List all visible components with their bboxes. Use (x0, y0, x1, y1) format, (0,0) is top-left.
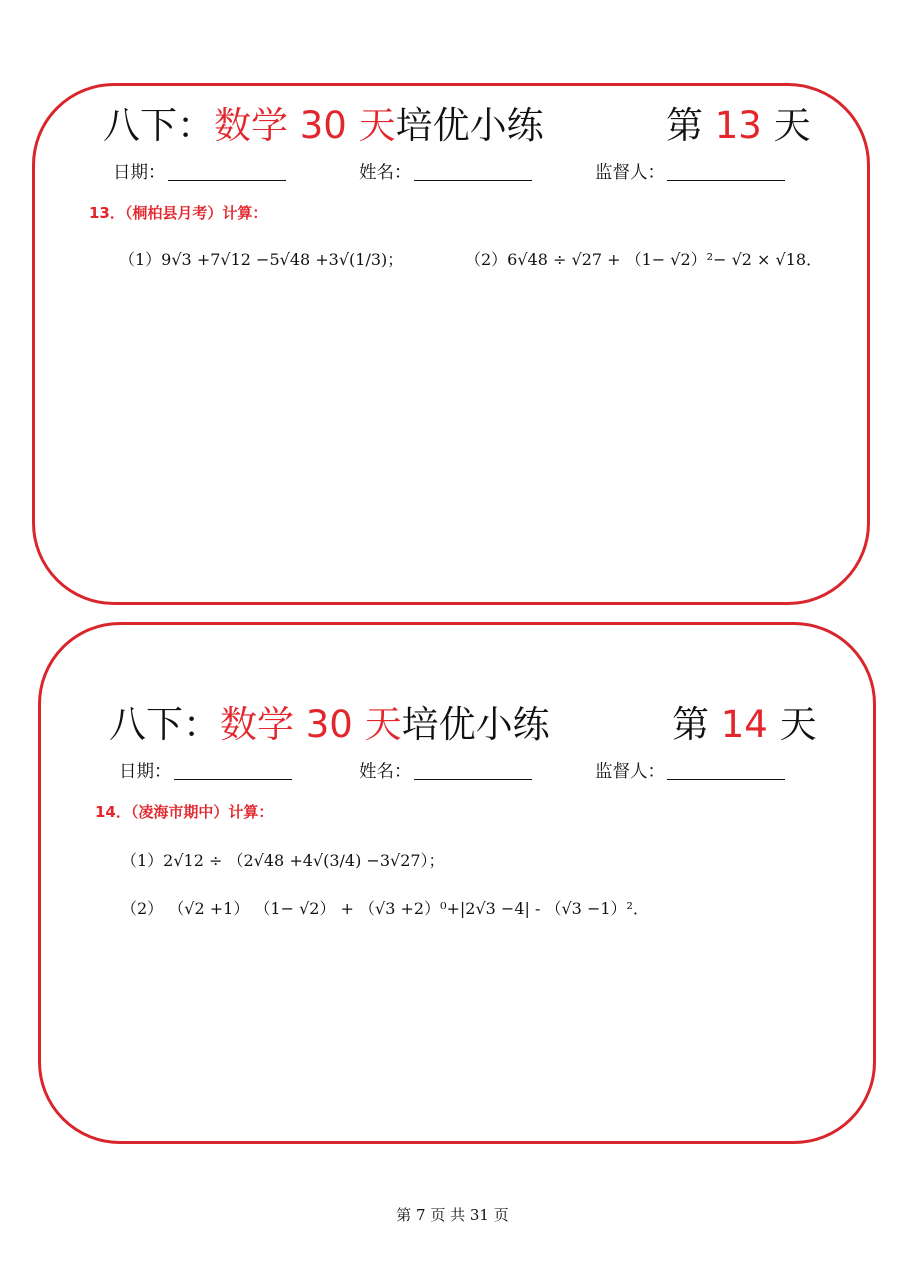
day-label (666, 96, 811, 156)
supervisor-blank[interactable] (667, 779, 785, 780)
date-blank[interactable] (168, 180, 286, 181)
name-field (359, 158, 532, 188)
date-label: 日期： (113, 163, 166, 183)
question-header: 14．（凌海市期中）计算： (95, 803, 274, 821)
date-label: 日期： (119, 762, 172, 782)
page-footer: 第 7 页 共 31 页 (396, 1206, 509, 1224)
date-field (113, 158, 286, 188)
problem-part-2: （2）6√48 ÷ √27 + （1− √2）²− √2 × √18． (465, 250, 823, 269)
day-label (672, 695, 817, 755)
supervisor-label: 监督人： (595, 163, 665, 183)
supervisor-label: 监督人： (595, 762, 665, 782)
name-label: 姓名： (359, 762, 412, 782)
title-subject: 数学 30 天 (220, 703, 402, 746)
info-row (113, 158, 853, 188)
day-prefix: 第 (672, 703, 721, 746)
date-blank[interactable] (174, 779, 292, 780)
date-field (119, 757, 292, 787)
day-number: 14 (720, 703, 768, 746)
title-suffix: 培优小练 (395, 104, 544, 147)
title-suffix: 培优小练 (401, 703, 550, 746)
supervisor-field (595, 158, 785, 188)
problem-part-2: （2） （√2 +1） （1− √2） + （√3 +2）⁰+|2√3 −4| - （√3 −1）²． (121, 899, 649, 918)
practice-card-day-14 (38, 622, 876, 1144)
title-prefix: 八下： (103, 104, 214, 147)
title-prefix: 八下： (109, 703, 220, 746)
question-header: 13．（桐柏县月考）计算： (89, 204, 268, 222)
name-blank[interactable] (414, 180, 532, 181)
name-label: 姓名： (359, 163, 412, 183)
title-subject: 数学 30 天 (214, 104, 396, 147)
day-suffix: 天 (761, 104, 811, 147)
card-title (109, 695, 817, 755)
problem-part-1: （1）2√12 ÷ （2√48 +4√(3/4) −3√27）； (121, 851, 445, 870)
card-title (103, 96, 811, 156)
info-row (119, 757, 859, 787)
name-field (359, 757, 532, 787)
name-blank[interactable] (414, 779, 532, 780)
day-suffix: 天 (767, 703, 817, 746)
practice-card-day-13 (32, 83, 870, 605)
day-number: 13 (714, 104, 762, 147)
supervisor-field (595, 757, 785, 787)
day-prefix: 第 (666, 104, 715, 147)
problem-part-1: （1）9√3 +7√12 −5√48 +3√(1/3)； (119, 250, 404, 269)
supervisor-blank[interactable] (667, 180, 785, 181)
